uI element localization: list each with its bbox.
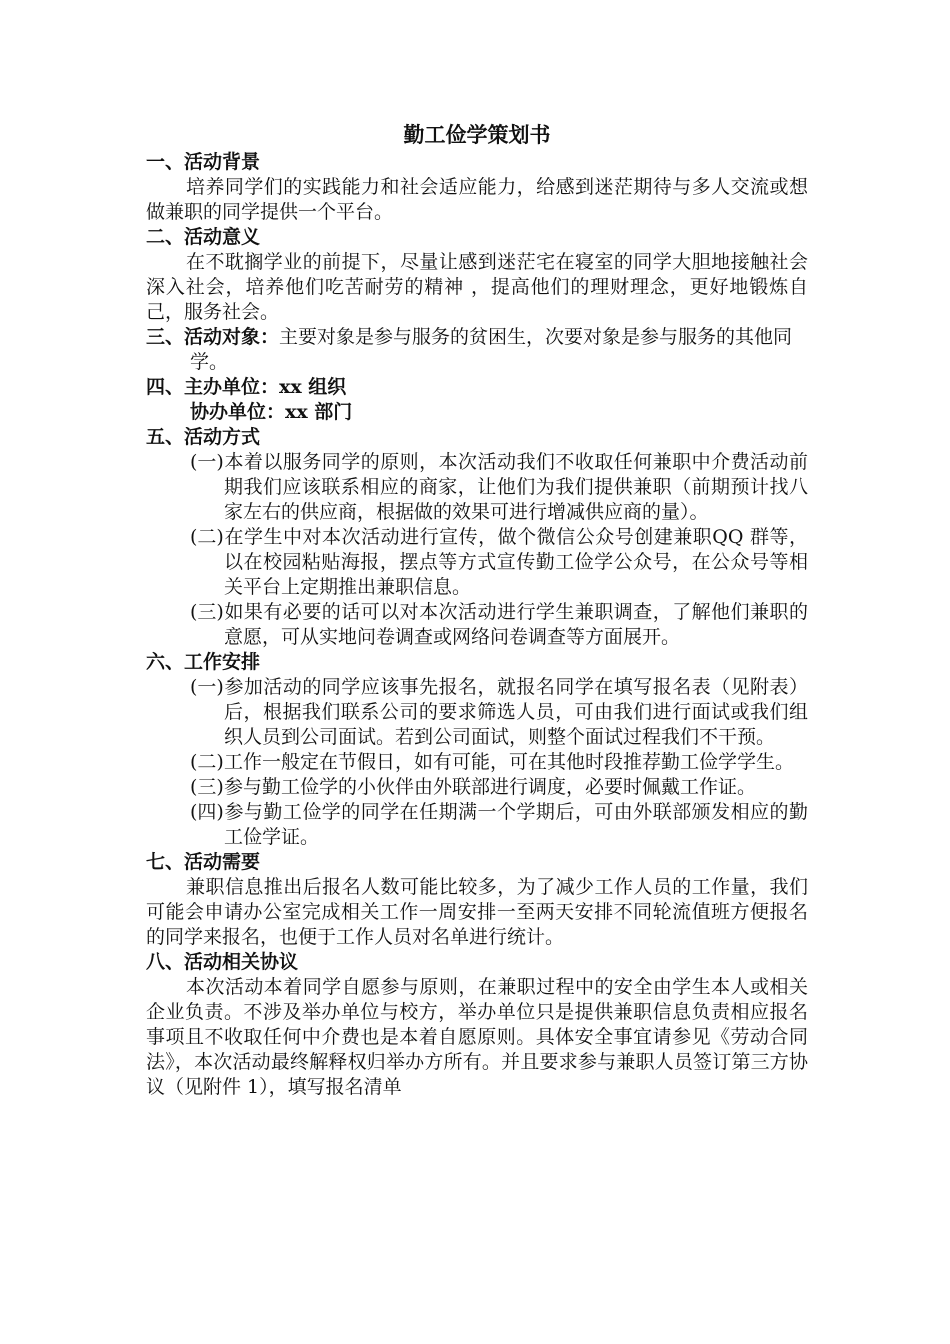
- section-7-heading: 七、活动需要: [146, 851, 261, 873]
- document-page: [146, 122, 808, 1100]
- list-item-number: (二): [190, 751, 224, 773]
- list-item: [146, 450, 808, 525]
- list-item: [146, 675, 808, 750]
- section-8-text: 本次活动本着同学自愿参与原则，在兼职过程中的安全由学生本人或相关企业负责。不涉及举办单位与校方，举办单位只是提供兼职信息负责相应报名事项且不收取任何中介费也是本着自愿原则。具体安全事宜请参见《劳动合同法》，本次活动最终解释权归举办方所有。并且要求参与兼职人员签订第三方协议（见附件 1），填写报名清单: [146, 976, 808, 1098]
- list-item: [146, 600, 808, 650]
- list-item: [146, 775, 808, 800]
- list-item-number: (一): [190, 676, 224, 698]
- list-item-number: (二): [190, 526, 224, 548]
- list-item: [146, 800, 808, 850]
- list-item-text: 在学生中对本次活动进行宣传，做个微信公众号创建兼职QQ 群等，以在校园粘贴海报，摆点等方式宣传勤工俭学公众号，在公众号等相关平台上定期推出兼职信息。: [224, 526, 808, 598]
- list-item-text: 如果有必要的话可以对本次活动进行学生兼职调查，了解他们兼职的意愿，可从实地问卷调查或网络问卷调查等方面展开。: [224, 601, 808, 648]
- list-item-text: 本着以服务同学的原则，本次活动我们不收取任何兼职中介费活动前期我们应该联系相应的商家，让他们为我们提供兼职（前期预计找八家左右的供应商，根据做的效果可进行增减供应商的量）。: [224, 451, 808, 523]
- section-4-host: 四、主办单位：xx 组织: [146, 376, 347, 398]
- list-item-text: 参与勤工俭学的小伙伴由外联部进行调度，必要时佩戴工作证。: [224, 776, 757, 798]
- section-8-heading: 八、活动相关协议: [146, 951, 299, 973]
- section-1-heading: 一、活动背景: [146, 151, 261, 173]
- section-4-cohost: 协办单位：xx 部门: [190, 401, 353, 423]
- section-6-heading: 六、工作安排: [146, 651, 261, 673]
- list-item-text: 参与勤工俭学的同学在任期满一个学期后，可由外联部颁发相应的勤工俭学证。: [224, 801, 808, 848]
- section-3: [146, 325, 808, 375]
- list-item-text: 参加活动的同学应该事先报名，就报名同学在填写报名表（见附表）后，根据我们联系公司的要求筛选人员，可由我们进行面试或我们组织人员到公司面试。若到公司面试，则整个面试过程我们不干预。: [224, 676, 808, 748]
- list-item-number: (一): [190, 451, 224, 473]
- document-title: 勤工俭学策划书: [403, 122, 551, 147]
- section-1-text: 培养同学们的实践能力和社会适应能力，给感到迷茫期待与多人交流或想做兼职的同学提供一个平台。: [146, 176, 808, 223]
- list-item: [146, 525, 808, 600]
- list-item-number: (三): [190, 776, 224, 798]
- section-7-text: 兼职信息推出后报名人数可能比较多，为了减少工作人员的工作量，我们可能会申请办公室完成相关工作一周安排一至两天安排不同轮流值班方便报名的同学来报名，也便于工作人员对名单进行统计。: [146, 876, 808, 948]
- section-2-heading: 二、活动意义: [146, 226, 261, 248]
- list-item-number: (三): [190, 601, 224, 623]
- list-item-text: 工作一般定在节假日，如有可能，可在其他时段推荐勤工俭学学生。: [224, 751, 795, 773]
- section-3-text: 主要对象是参与服务的贫困生，次要对象是参与服务的其他同学。: [190, 326, 793, 373]
- section-3-label: 三、活动对象：: [146, 326, 280, 348]
- section-5-heading: 五、活动方式: [146, 426, 261, 448]
- section-2-text: 在不耽搁学业的前提下，尽量让感到迷茫宅在寝室的同学大胆地接触社会深入社会，培养他们吃苦耐劳的精神 ，提高他们的理财理念，更好地锻炼自己，服务社会。: [146, 251, 808, 323]
- list-item: [146, 750, 808, 775]
- list-item-number: (四): [190, 801, 224, 823]
